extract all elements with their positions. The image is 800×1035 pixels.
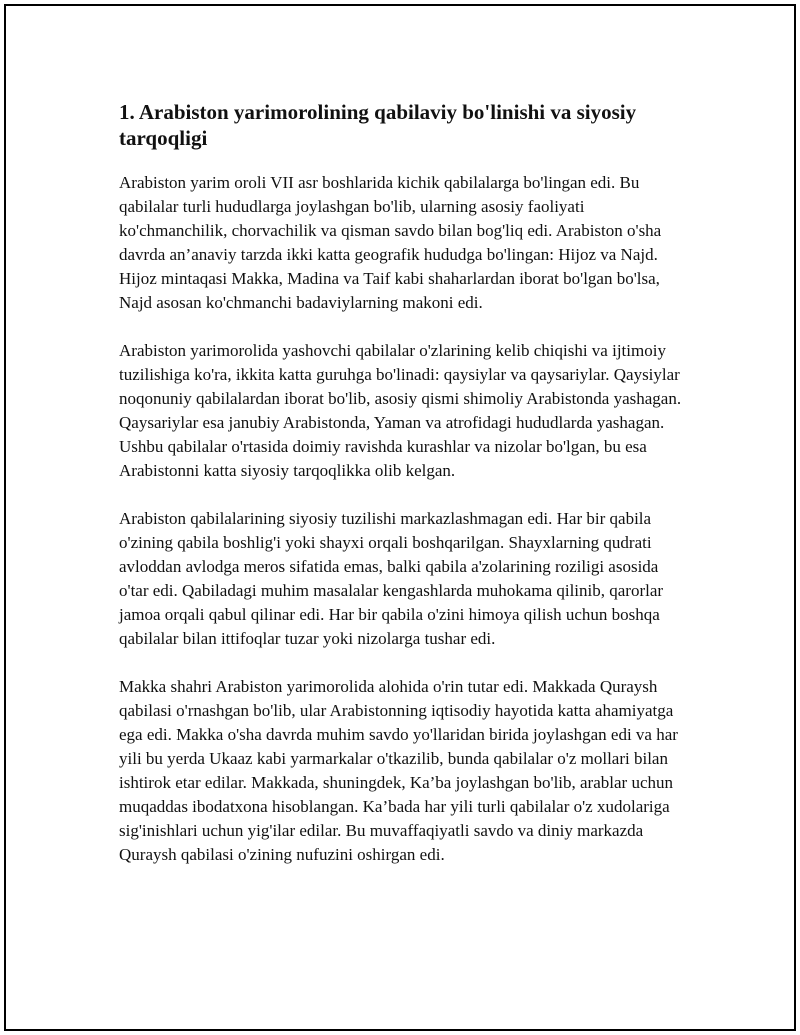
- paragraph-2: Arabiston yarimorolida yashovchi qabilalar o'zlarining kelib chiqishi va ijtimoiy tuzilishiga ko'ra, ikkita katta guruhga bo'linadi: qaysiylar va qaysariylar. Qaysiylar noqonuniy qabilalardan iborat bo'lib, asosiy qismi shimoliy Arabistonda yashagan. Qaysariylar esa janubiy Arabistonda, Yaman va atrofidagi hududlarda yashagan. Ushbu qabilalar o'rtasida doimiy ravishda kurashlar va nizolar bo'lgan, bu esa Arabistonni katta siyosiy tarqoqlikka olib kelgan.: [119, 341, 682, 480]
- paragraph-3: Arabiston qabilalarining siyosiy tuzilishi markazlashmagan edi. Har bir qabila o'zining qabila boshlig'i yoki shayxi orqali boshqarilgan. Shayxlarning qudrati avloddan avlodga meros sifatida emas, balki qabila a'zolarining roziligi asosida o'tar edi. Qabiladagi muhim masalalar kengashlarda muhokama qilinib, qarorlar jamoa orqali qabul qilinar edi. Har bir qabila o'zini himoya qilish uchun boshqa qabilalar bilan ittifoqlar tuzar yoki nizolarga tushar edi.: [119, 509, 664, 648]
- section-heading: 1. Arabiston yarimorolining qabilaviy bo'linishi va siyosiy tarqoqligi: [119, 100, 637, 150]
- document-page: [4, 4, 796, 1031]
- paragraph-1: Arabiston yarim oroli VII asr boshlarida kichik qabilalarga bo'lingan edi. Bu qabilalar turli hududlarga joylashgan bo'lib, ularning asosiy faoliyati ko'chmanchilik, chorvachilik va qisman savdo bilan bog'liq edi. Arabiston o'sha davrda an’anaviy tarzda ikki katta geografik hududga bo'lingan: Hijoz va Najd. Hijoz mintaqasi Makka, Madina va Taif kabi shaharlardan iborat bo'lgan bo'lsa, Najd asosan ko'chmanchi badaviylarning makoni edi.: [119, 173, 662, 312]
- paragraph-4: Makka shahri Arabiston yarimorolida alohida o'rin tutar edi. Makkada Quraysh qabilasi o'rnashgan bo'lib, ular Arabistonning iqtisodiy hayotida katta ahamiyatga ega edi. Makka o'sha davrda muhim savdo yo'llaridan birida joylashgan edi va har yili bu yerda Ukaaz kabi yarmarkalar o'tkazilib, bunda qabilalar o'z mollari bilan ishtirok etar edilar. Makkada, shuningdek, Ka’ba joylashgan bo'lib, arablar uchun muqaddas ibodatxona hisoblangan. Ka’bada har yili turli qabilalar o'z xudolariga sig'inishlari uchun yig'ilar edilar. Bu muvaffaqiyatli savdo va diniy markazda Quraysh qabilasi o'zining nufuzini oshirgan edi.: [119, 677, 678, 864]
- document-body: [119, 99, 689, 891]
